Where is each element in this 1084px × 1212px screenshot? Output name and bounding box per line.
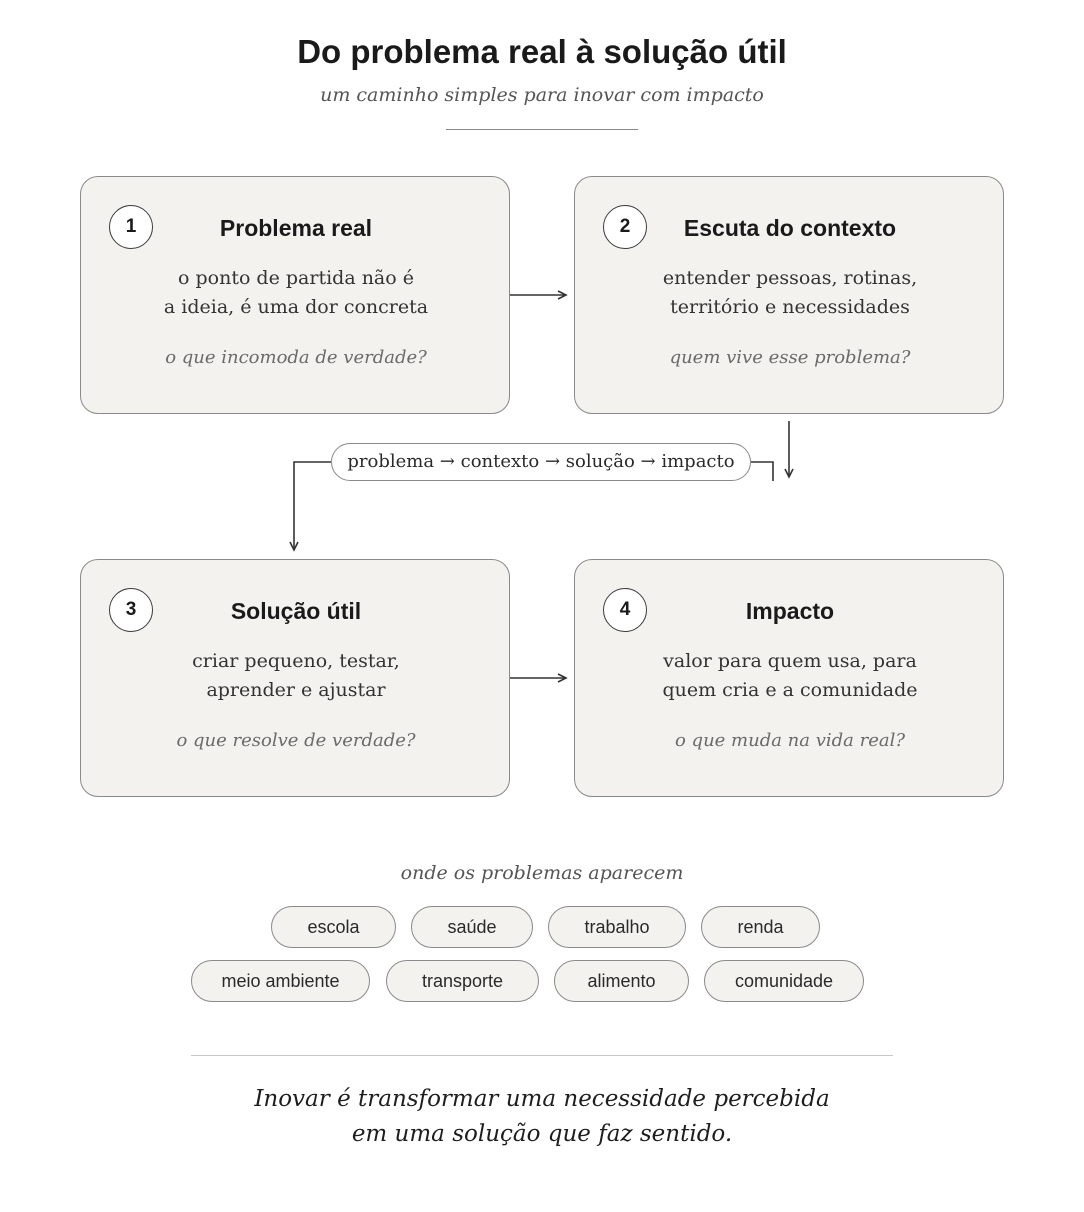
closing-statement-line: em uma solução que faz sentido. [351, 1121, 733, 1147]
step-title: Problema real [219, 215, 373, 241]
step-description-line: o ponto de partida não é [178, 267, 414, 289]
step-number-badge: 1 [109, 205, 153, 249]
step-description [575, 264, 1005, 322]
page-subtitle: um caminho simples para inovar com impacto [320, 84, 764, 106]
step-number-badge: 3 [109, 588, 153, 632]
domain-tag-transporte: transporte [386, 960, 539, 1002]
domain-tag-alimento: alimento [554, 960, 689, 1002]
step-description-line: quem cria e a comunidade [662, 679, 918, 701]
step-description-line: território e necessidades [670, 296, 910, 318]
domain-tag-meio-ambiente: meio ambiente [191, 960, 370, 1002]
step-card-impacto [574, 559, 1004, 797]
closing-statement [0, 1082, 1084, 1152]
step-description-line: aprender e ajustar [206, 679, 386, 701]
step-card-escuta-do-contexto [574, 176, 1004, 414]
domains-label: onde os problemas aparecem [400, 862, 684, 884]
step-description [81, 647, 511, 705]
step-number-badge: 4 [603, 588, 647, 632]
pill-right-stub [751, 462, 773, 481]
step-card-problema-real [80, 176, 510, 414]
arrow-to-3 [294, 462, 331, 550]
domain-tag-escola: escola [271, 906, 396, 948]
domain-tag-saude: saúde [411, 906, 533, 948]
step-card-solucao-util [80, 559, 510, 797]
step-title: Solução útil [230, 598, 362, 624]
domain-tag-trabalho: trabalho [548, 906, 686, 948]
page-title: Do problema real à solução útil [297, 33, 787, 70]
flow-summary-pill: problema → contexto → solução → impacto [331, 443, 751, 481]
step-question: o que incomoda de verdade? [165, 347, 427, 368]
step-description-line: entender pessoas, rotinas, [662, 267, 918, 289]
domain-tag-comunidade: comunidade [704, 960, 864, 1002]
closing-statement-line: Inovar é transformar uma necessidade percebida [254, 1086, 830, 1112]
step-description-line: valor para quem usa, para [663, 650, 917, 672]
step-number-badge: 2 [603, 205, 647, 249]
step-question: o que resolve de verdade? [176, 730, 416, 751]
step-description-line: criar pequeno, testar, [192, 650, 400, 672]
step-description [81, 264, 511, 322]
step-title: Impacto [745, 598, 835, 624]
step-question: quem vive esse problema? [669, 347, 911, 368]
footer-divider [191, 1055, 893, 1056]
step-title: Escuta do contexto [683, 215, 897, 241]
step-question: o que muda na vida real? [674, 730, 906, 751]
step-description-line: a ideia, é uma dor concreta [163, 296, 429, 318]
domain-tag-renda: renda [701, 906, 820, 948]
step-description [575, 647, 1005, 705]
